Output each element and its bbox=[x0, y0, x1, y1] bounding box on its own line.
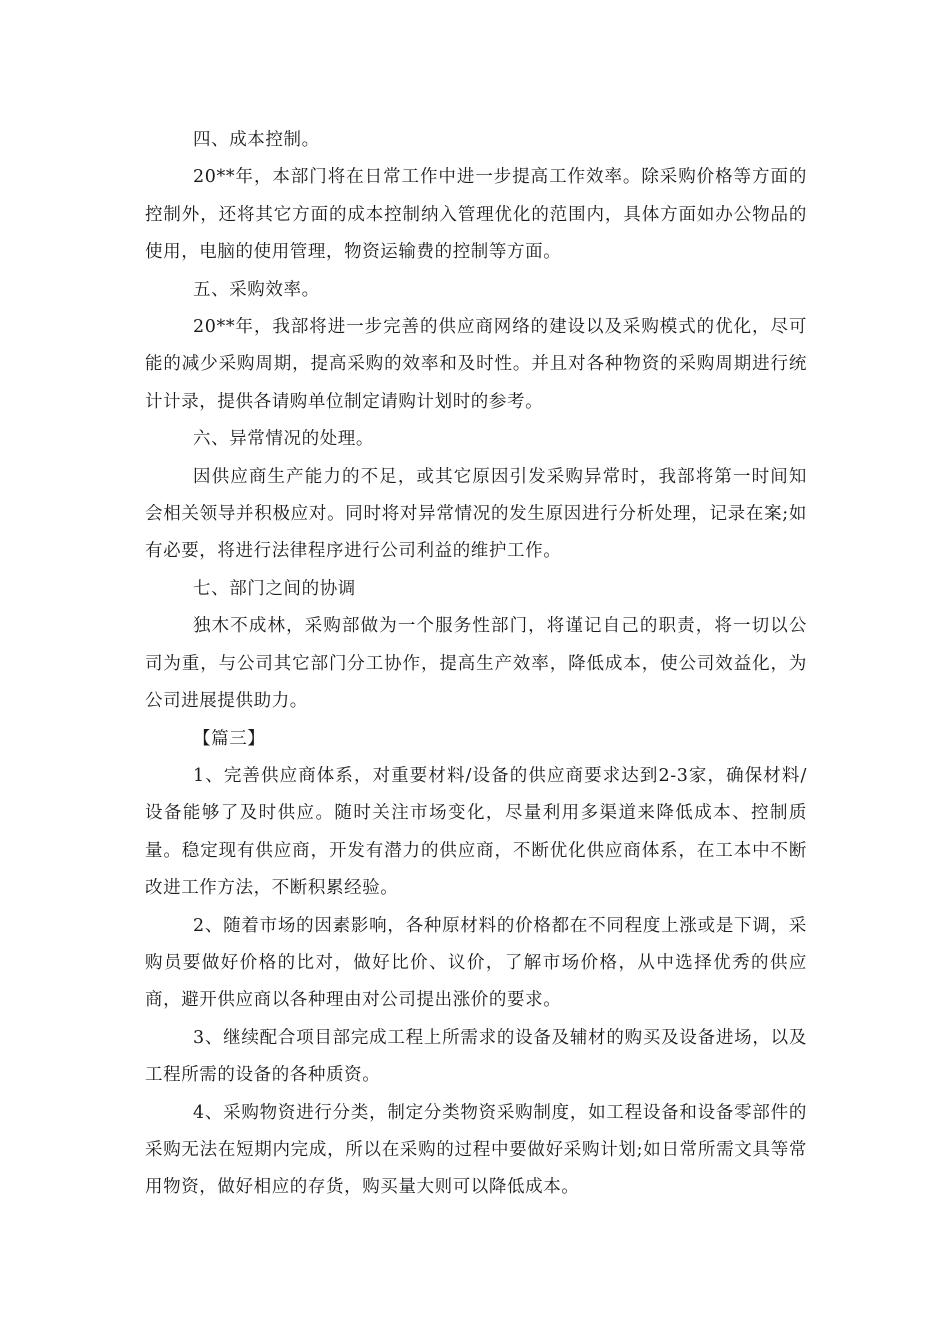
paragraph-exception-handling: 因供应商生产能力的不足，或其它原因引发采购异常时，我部将第一时间知会相关领导并积极应对。同时将对异常情况的发生原因进行分析处理，记录在案;如有必要，将进行法律程序进行公司利益的维护工作。 bbox=[145, 466, 807, 562]
section-heading-exception-handling: 六、异常情况的处理。 bbox=[193, 429, 374, 450]
paragraph-item-1: 1、完善供应商体系，对重要材料/设备的供应商要求达到2-3家，确保材料/设备能够了及时供应。随时关注市场变化，尽量利用多渠道来降低成本、控制质量。稳定现有供应商，开发有潜力的供应商，不断优化供应商体系，在工本中不断改进工作方法，不断积累经验。 bbox=[145, 765, 807, 899]
paragraph-cost-control: 20**年，本部门将在日常工作中进一步提高工作效率。除采购价格等方面的控制外，还将其它方面的成本控制纳入管理优化的范围内，具体方面如办公物品的使用，电脑的使用管理，物资运输费的控制等方面。 bbox=[145, 167, 807, 263]
paragraph-item-3: 3、继续配合项目部完成工程上所需求的设备及辅材的购买及设备进场，以及工程所需的设备的各种质资。 bbox=[145, 1027, 807, 1086]
paragraph-procurement-efficiency: 20**年，我部将进一步完善的供应商网络的建设以及采购模式的优化，尽可能的减少采购周期，提高采购的效率和及时性。并且对各种物资的采购周期进行统计计录，提供各请购单位制定请购计划时的参考。 bbox=[145, 317, 807, 412]
paragraph-department-coordination: 独木不成林，采购部做为一个服务性部门，将谨记自己的职责，将一切以公司为重，与公司其它部门分工协作，提高生产效率，降低成本，使公司效益化，为公司进展提供助力。 bbox=[145, 616, 807, 712]
paragraph-item-2: 2、随着市场的因素影响，各种原材料的价格都在不同程度上涨或是下调，采购员要做好价格的比对，做好比价、议价，了解市场价格，从中选择优秀的供应商，避开供应商以各种理由对公司提出涨价的要求。 bbox=[145, 915, 807, 1011]
section-heading-procurement-efficiency: 五、采购效率。 bbox=[193, 279, 320, 300]
section-heading-part-three: 【篇三】 bbox=[193, 728, 266, 749]
paragraph-item-4: 4、采购物资进行分类，制定分类物资采购制度，如工程设备和设备零部件的采购无法在短期内完成，所以在采购的过程中要做好采购计划;如日常所需文具等常用物资，做好相应的存货，购买量大则可以降低成本。 bbox=[145, 1102, 807, 1198]
section-heading-department-coordination: 七、部门之间的协调 bbox=[193, 578, 356, 599]
section-heading-cost-control: 四、成本控制。 bbox=[193, 130, 320, 150]
document-body bbox=[145, 122, 807, 1207]
